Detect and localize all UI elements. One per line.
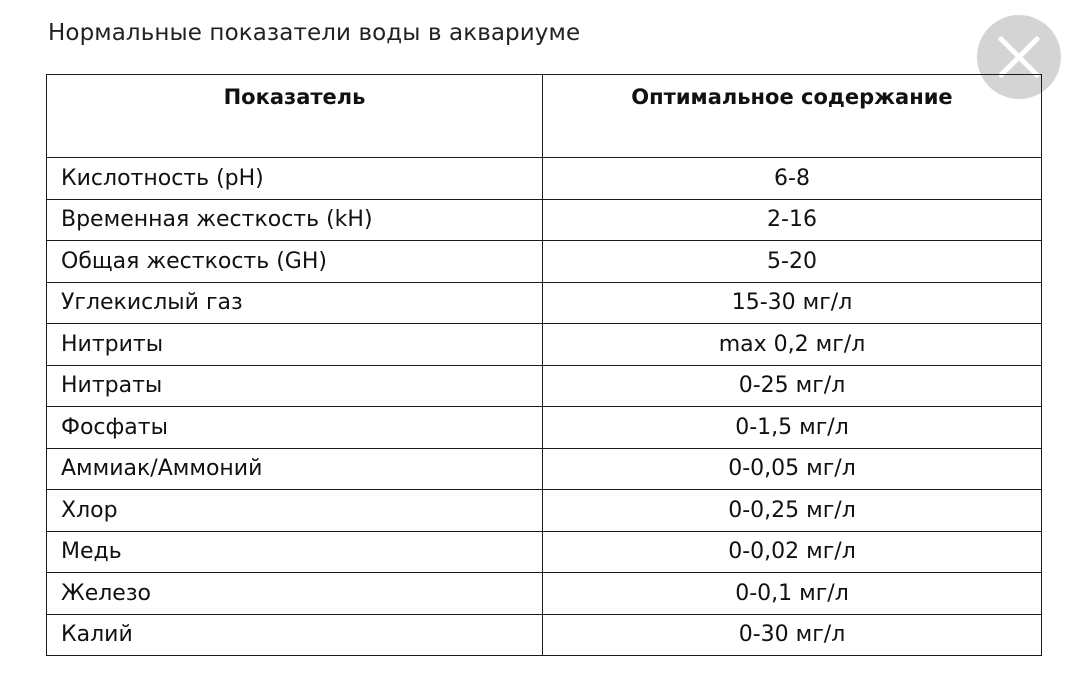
table-row — [47, 324, 1042, 366]
water-parameters-table — [46, 74, 1042, 656]
table-row — [47, 282, 1042, 324]
table-row — [47, 531, 1042, 573]
row-value: 0-0,02 мг/л — [543, 531, 1042, 573]
row-name: Временная жесткость (kH) — [47, 199, 543, 241]
row-value: 6-8 — [543, 158, 1042, 200]
row-name: Железо — [47, 573, 543, 615]
table-row — [47, 241, 1042, 283]
table-header-row — [47, 75, 1042, 158]
row-name: Аммиак/Аммоний — [47, 448, 543, 490]
header-parameter: Показатель — [47, 75, 543, 158]
row-value: 0-0,25 мг/л — [543, 490, 1042, 532]
row-value: 0-1,5 мг/л — [543, 407, 1042, 449]
row-name: Фосфаты — [47, 407, 543, 449]
row-value: 5-20 — [543, 241, 1042, 283]
row-name: Хлор — [47, 490, 543, 532]
row-name: Медь — [47, 531, 543, 573]
table-row — [47, 407, 1042, 449]
row-name: Нитраты — [47, 365, 543, 407]
row-name: Кислотность (pH) — [47, 158, 543, 200]
row-value: 0-25 мг/л — [543, 365, 1042, 407]
row-name: Калий — [47, 614, 543, 656]
table-row — [47, 365, 1042, 407]
table-row — [47, 448, 1042, 490]
close-icon — [997, 35, 1041, 79]
row-name: Углекислый газ — [47, 282, 543, 324]
row-value: 0-30 мг/л — [543, 614, 1042, 656]
page-title: Нормальные показатели воды в аквариуме — [48, 20, 581, 46]
row-value: 0-0,05 мг/л — [543, 448, 1042, 490]
row-value: max 0,2 мг/л — [543, 324, 1042, 366]
header-optimal-content: Оптимальное содержание — [543, 75, 1042, 158]
row-value: 15-30 мг/л — [543, 282, 1042, 324]
table-row — [47, 158, 1042, 200]
row-name: Нитриты — [47, 324, 543, 366]
row-value: 2-16 — [543, 199, 1042, 241]
table-row — [47, 490, 1042, 532]
table-row — [47, 199, 1042, 241]
table-row — [47, 573, 1042, 615]
row-value: 0-0,1 мг/л — [543, 573, 1042, 615]
row-name: Общая жесткость (GH) — [47, 241, 543, 283]
table-row — [47, 614, 1042, 656]
